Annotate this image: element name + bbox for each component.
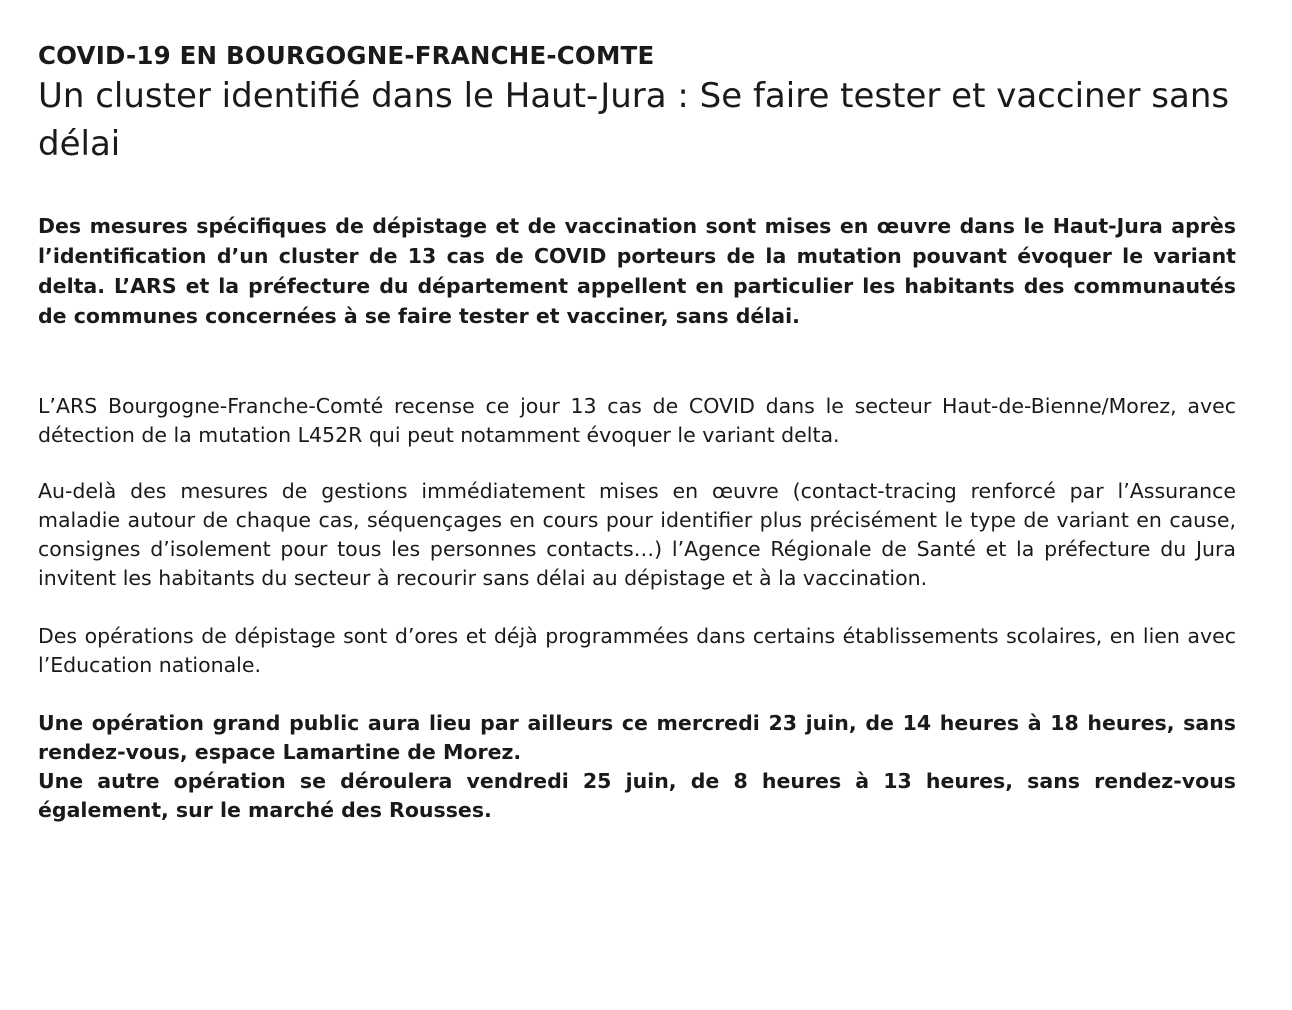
body-paragraph: Au-delà des mesures de gestions immédiatement mises en œuvre (contact-tracing renforcé par l’Assurance maladie autour de chaque cas, séquençages en cours pour identifier plus précisément le type de variant en cause, consignes d’isolement pour tous les personnes contacts…) l’Agence Régionale de Santé et la préfecture du Jura invitent les habitants du secteur à recourir sans délai au dépistage et à la vaccination. (38, 479, 1236, 590)
kicker: COVID-19 EN BOURGOGNE-FRANCHE-COMTE (38, 41, 655, 70)
event-paragraph: Une opération grand public aura lieu par ailleurs ce mercredi 23 juin, de 14 heures à 18 heures, sans rendez-vous, espace Lamartine de Morez. (38, 711, 1236, 764)
press-release (38, 40, 1236, 825)
headline: Un cluster identifié dans le Haut-Jura : Se faire tester et vacciner sans délai (38, 76, 1230, 164)
body-paragraph: Des opérations de dépistage sont d’ores et déjà programmées dans certains établissements scolaires, en lien avec l’Education nationale. (38, 624, 1236, 677)
event-paragraph: Une autre opération se déroulera vendredi 25 juin, de 8 heures à 13 heures, sans rendez-vous également, sur le marché des Rousses. (38, 769, 1236, 822)
lead-paragraph: Des mesures spécifiques de dépistage et de vaccination sont mises en œuvre dans le Haut-Jura après l’identification d’un cluster de 13 cas de COVID porteurs de la mutation pouvant évoquer le variant delta. L’ARS et la préfecture du département appellent en particulier les habitants des communautés de communes concernées à se faire tester et vacciner, sans délai. (38, 214, 1236, 328)
body-paragraph: L’ARS Bourgogne-Franche-Comté recense ce jour 13 cas de COVID dans le secteur Haut-de-Bienne/Morez, avec détection de la mutation L452R qui peut notamment évoquer le variant delta. (38, 394, 1236, 447)
